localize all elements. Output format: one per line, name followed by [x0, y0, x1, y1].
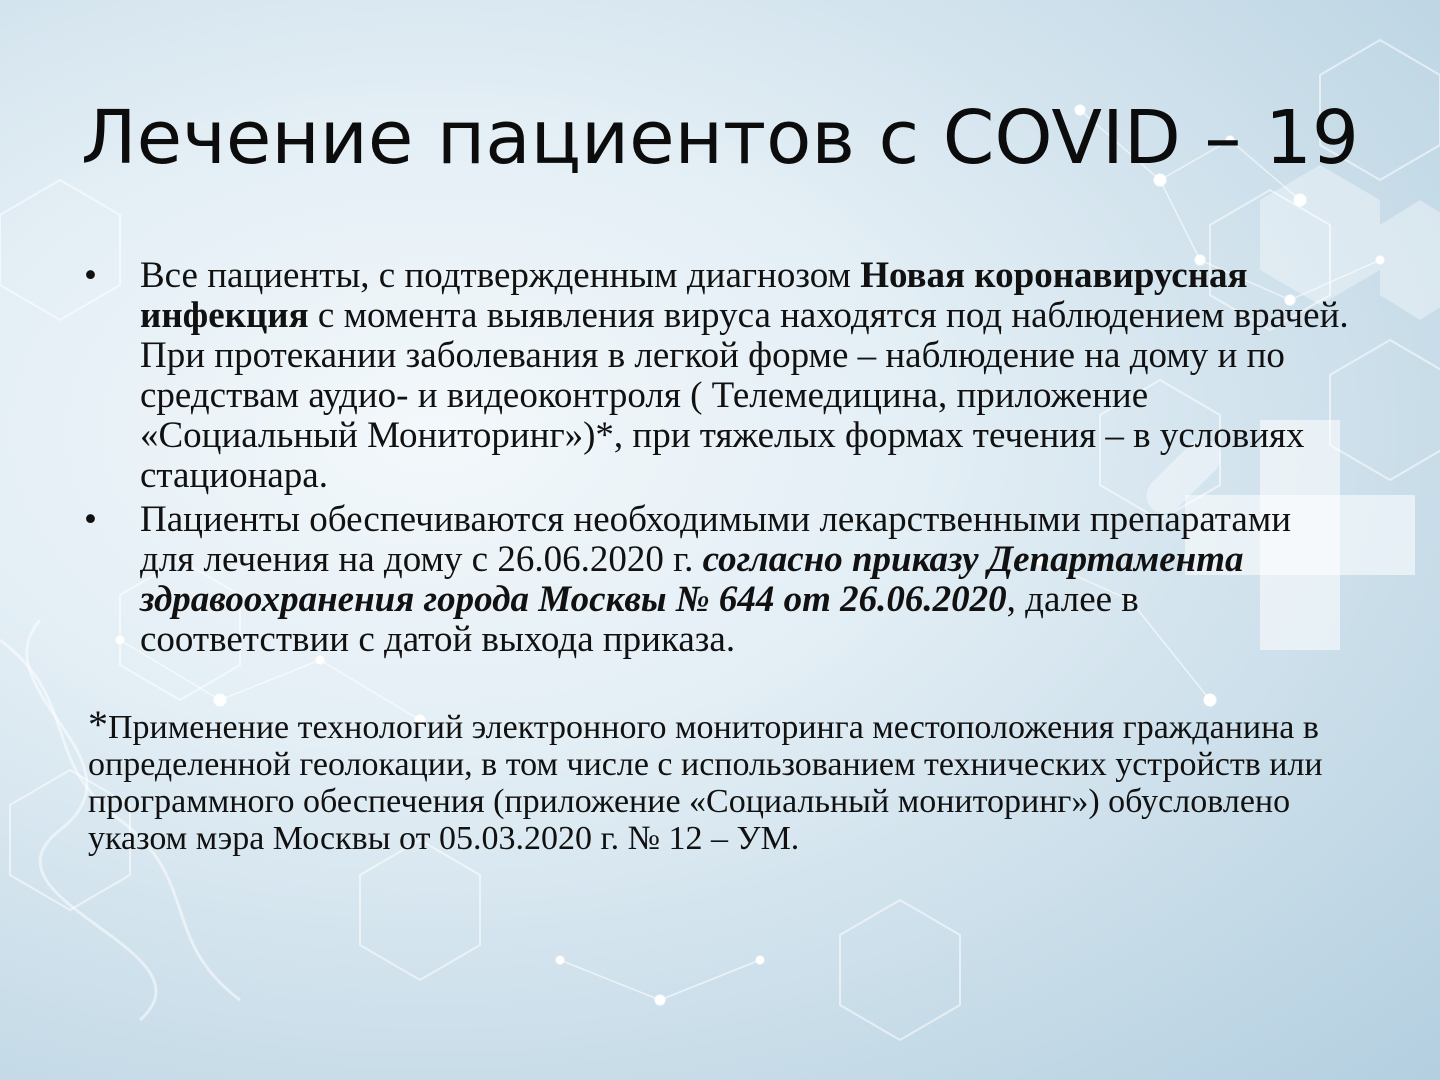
- footnote: [88, 702, 1348, 857]
- bullet-list: [84, 256, 1354, 664]
- footnote-text: Применение технологий электронного мониторинга местоположения гражданина в определенной геолокации, в том числе с использованием технических устройств или программного обеспечения (приложение «Социальный мониторинг») обусловлено указом мэра Москвы от 05.03.2020 г. № 12 – УМ.: [88, 709, 1323, 857]
- bullet-marker: •: [84, 499, 97, 540]
- slide-title: Лечение пациентов с COVID – 19: [80, 95, 1360, 181]
- list-item: [84, 500, 1354, 660]
- order-reference: согласно приказу Департамента здравоохранения города Москвы № 644 от 26.06.2020: [140, 539, 1244, 620]
- bullet-text: Пациенты обеспечиваются необходимыми лекарственными препаратами для лечения на дому с 26.06.2020 г.: [140, 499, 1292, 580]
- hexagon-decoration: [360, 840, 480, 980]
- bullet-marker: •: [84, 255, 97, 296]
- list-item: [84, 256, 1354, 496]
- diagnosis-name: Новая коронавирусная инфекция: [140, 255, 1248, 336]
- bullet-text: , далее в соответствии с датой выхода приказа.: [140, 579, 1139, 660]
- hexagon-filled-decoration: [1380, 200, 1440, 320]
- hexagon-decoration: [840, 900, 960, 1040]
- bullet-text: с момента выявления вируса находятся под наблюдением врачей. При протекании заболевания в легкой форме – наблюдение на дому и по средствам аудио- и видеоконтроля ( Телемедицина, приложение «Социальный Мониторинг»)*, при тяжелых формах течения – в условиях стационара.: [140, 295, 1349, 496]
- bullet-text: Все пациенты, с подтвержденным диагнозом: [140, 255, 861, 296]
- footnote-star: *: [88, 702, 108, 747]
